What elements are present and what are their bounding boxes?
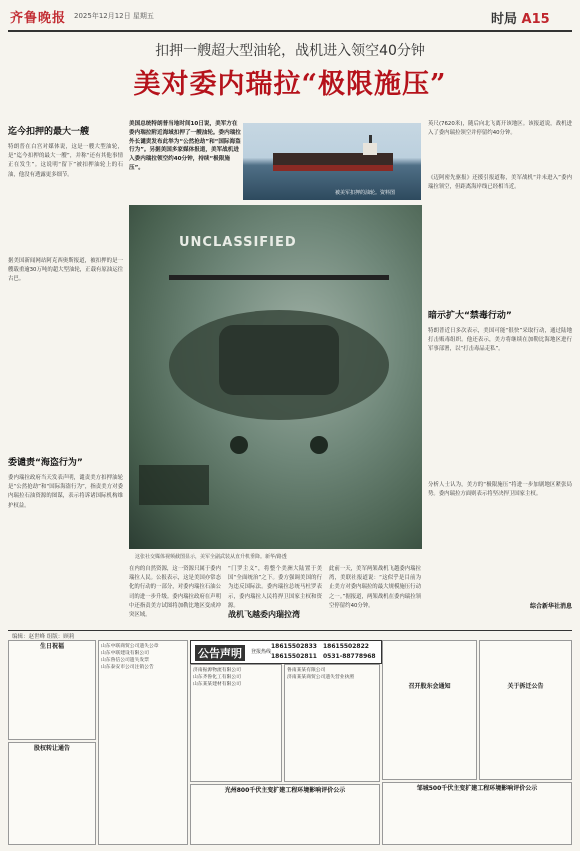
headline-kicker: 扣押一艘超大型油轮，战机进入领空40分钟 bbox=[155, 43, 425, 59]
newspaper-logo: 齐鲁晚报 bbox=[10, 11, 67, 26]
unclassified-overlay: UNCLASSIFIED bbox=[179, 235, 297, 250]
ad-shareholders bbox=[382, 640, 477, 780]
page-divider bbox=[8, 630, 572, 631]
ad-column-4 bbox=[284, 664, 380, 782]
right-paragraph-1: 英尺(7620米)，随后向北飞离开该地区。该报道说，战机进入了委内瑞拉领空并停留约40分钟。 bbox=[428, 121, 572, 137]
issue-date: 2025年12月12日 星期五 bbox=[74, 12, 154, 20]
center-column-2-wrap bbox=[228, 565, 322, 630]
subhead-piracy: 委谴责“海盗行为” bbox=[8, 458, 83, 468]
ad-line: 山东中联商贸公司遗失公章 bbox=[101, 644, 159, 649]
ad-demolition bbox=[479, 640, 572, 780]
left-column bbox=[8, 120, 123, 630]
ad-line: 济南某某商贸公司遗失营业执照 bbox=[287, 675, 355, 680]
ad-eia-2 bbox=[382, 782, 572, 845]
center-column-1: 在内的自然资源，这一资源只属于委内瑞拉人民。公报表示，这是美国亦常态化的行动的一部分，对委内瑞拉石油公司的进一步升级。委内瑞拉政府在声明中还指责美方试图将加勒比地区变成冲突区域。 bbox=[129, 566, 221, 619]
left-paragraph-3: 委内瑞拉政府当天发表声明，谴责美方扣押油轮是“公然抢劫”和“国际海盗行为”，指责美方对委内瑞拉石油资源的图谋，表示将诉诸国际机构维护权益。 bbox=[8, 475, 123, 509]
tanker-photo bbox=[243, 123, 421, 200]
subhead-anti-drug: 暗示扩大“禁毒行动” bbox=[428, 311, 512, 321]
right-paragraph-3: 特朗普近日多次表示，美国可能“很快”采取行动，通过陆地打击贩毒组织。他还表示，美方将继续在加勒比海地区进行军事部署，以“打击毒品走私”。 bbox=[428, 328, 572, 353]
ad-line: 济南振源物流有限公司 bbox=[193, 668, 241, 673]
section-label bbox=[491, 8, 550, 27]
ad-birthday-title: 生日祝福 bbox=[39, 643, 64, 650]
left-paragraph-2: 据美国新闻网站阿克西奥斯报道，被扣押的是一艘载重逾30万吨的超大型油轮，正载有原油运往古巴。 bbox=[8, 258, 123, 283]
masthead-rule bbox=[8, 30, 572, 32]
helicopter-illustration bbox=[129, 215, 422, 515]
classified-ads bbox=[8, 640, 572, 845]
ad-equity bbox=[8, 742, 96, 845]
ad-line: 山东泰安市公司注销公告 bbox=[101, 665, 154, 670]
ad-line: 鲁南某某有限公司 bbox=[287, 668, 326, 673]
ad-equity-title: 股权转让通告 bbox=[33, 745, 70, 752]
ad-line: 山东鲁信公司遗失发票 bbox=[101, 658, 149, 663]
headline: 美对委内瑞拉“极限施压” bbox=[133, 69, 447, 100]
right-column bbox=[428, 120, 572, 630]
subhead-largest-seizure: 迄今扣押的最大一艘 bbox=[8, 127, 90, 137]
byline: 综合新华社消息 bbox=[529, 603, 572, 610]
ad-shareholders-title: 召开股东会通知 bbox=[408, 683, 451, 690]
page-number: A15 bbox=[521, 12, 550, 27]
ad-line: 山东齐鲁化工有限公司 bbox=[193, 675, 241, 680]
editors-line: 编辑：赵世峰 组版：顾莉 bbox=[12, 634, 75, 640]
helicopter-photo-caption: 这张社交媒体视频截图显示，美军全副武装从直升机垂降。新华/路透 bbox=[135, 554, 287, 560]
ad-column-2 bbox=[98, 640, 188, 845]
subhead-jets: 战机飞越委内瑞拉湾 bbox=[228, 610, 300, 619]
notice-phone-3: 18615502811 bbox=[271, 653, 317, 660]
notice-phone-2: 18615502822 bbox=[323, 643, 369, 650]
left-paragraph-1: 特朗普在白宫对媒体说，这是一艘大型油轮，是“迄今扣押的最大一艘”，并称“还有其他事情正在发生”。这说明“留下”被扣押油轮上的石油，他没有透露更多细节。 bbox=[8, 144, 123, 178]
notice-phone-1: 18615502833 bbox=[271, 643, 317, 650]
notice-title: 公告声明 bbox=[195, 645, 245, 661]
ad-eia-1 bbox=[190, 784, 380, 845]
ad-eia-1-title: 光州800千伏主变扩建工程环境影响评价公示 bbox=[224, 787, 346, 794]
ad-line: 山东某某建材有限公司 bbox=[193, 682, 241, 687]
right-paragraph-2: 《迈阿密先驱报》还援引报道称，美军战机“并未进入”委内瑞拉领空，但距离海岸线已经相当近。 bbox=[428, 175, 572, 191]
tanker-photo-caption: 被美军扣押的油轮。资料图 bbox=[335, 190, 396, 196]
lead-paragraph: 美国总统特朗普当地时间10日说，美军方在委内瑞拉附近海域扣押了一艘油轮。委内瑞拉外长谴责发布此举为“公然抢劫”和“国际海盗行为”。另据美国多家媒体报道，美军战机进入委内瑞拉领空约40分钟，持续“极限施压”。 bbox=[129, 121, 241, 171]
center-column-3: 此前一天，美军两架战机飞越委内瑞拉湾，美联社报道说：“这似乎是目前为止美方对委内瑞拉的最大规模施压行动之一。”据报道，两架战机在委内瑞拉领空停留约40分钟。 bbox=[329, 566, 421, 609]
section-name: 时局 bbox=[491, 12, 518, 27]
ad-line: 山东中联建设有限公司 bbox=[101, 651, 149, 656]
notice-subtitle: 登报热线 bbox=[251, 649, 272, 655]
ad-demolition-title: 关于拆迁公告 bbox=[507, 683, 544, 690]
center-column-2: “门罗主义”，将整个美洲大陆置于美国“全面统治”之下。委方强调美国的行为违反国际法。委内瑞拉总统马杜罗表示，委内瑞拉人民将捍卫国家主权和资源。 bbox=[228, 566, 322, 609]
masthead bbox=[0, 0, 580, 34]
ad-column-3 bbox=[190, 664, 282, 782]
ad-eia-2-title: 邹城500千伏主变扩建工程环境影响评价公示 bbox=[416, 785, 538, 792]
right-paragraph-4: 分析人士认为，美方的“极限施压”将进一步加剧地区紧张局势。委内瑞拉方面则表示将坚决捍卫国家主权。 bbox=[428, 482, 572, 498]
ad-birthday bbox=[8, 640, 96, 740]
notice-phone-4: 0531-88778968 bbox=[323, 653, 376, 660]
notice-banner bbox=[190, 640, 382, 664]
helicopter-photo bbox=[129, 205, 422, 549]
